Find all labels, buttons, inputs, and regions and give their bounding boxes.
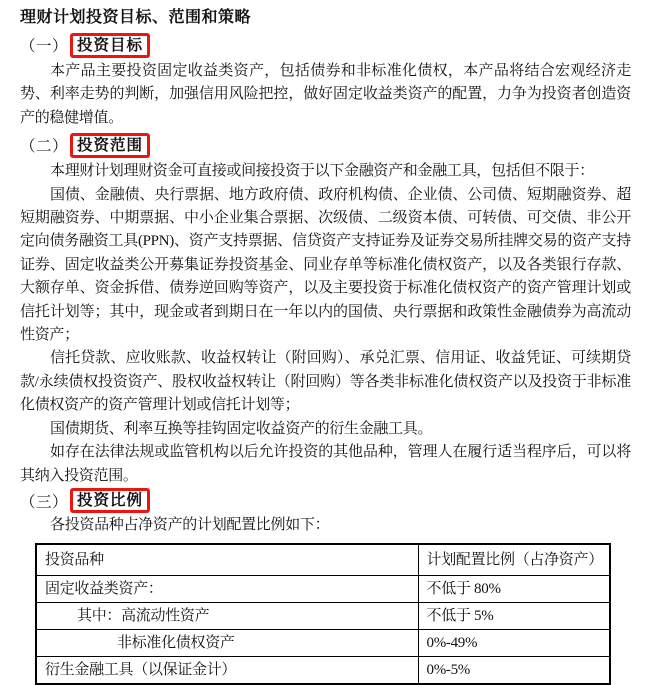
cell-item: 非标准化债权资产 xyxy=(36,630,418,657)
red-highlight-box xyxy=(70,133,150,158)
section-heading-investment-objective xyxy=(20,30,631,60)
table-row-high-liquidity xyxy=(36,603,610,630)
section-title: 投资范围 xyxy=(77,136,144,154)
allocation-table xyxy=(35,543,611,685)
paragraph-nonstandard-assets: 信托贷款、应收账款、收益权转让（附回购）、承兑汇票、信用证、收益凭证、可续期贷款/永续债权投资资产、股权收益权转让（附回购）等各类非标准化债权资产以及投资于非标准化债权资产的资产管理计划或信托计划等； xyxy=(20,350,631,414)
section-number: （三） xyxy=(20,493,69,511)
table-row-nonstandard-debt xyxy=(36,630,610,657)
paragraph-objective: 本产品主要投资固定收益类资产，包括债券和非标准化债权，本产品将结合宏观经济走势、利率走势的判断，加强信用风险把控，做好固定收益类资产的配置，力争为投资者创造资产的稳健增值。 xyxy=(20,63,631,126)
table-header-row xyxy=(36,544,610,576)
red-highlight-box xyxy=(70,33,150,58)
paragraph-ratio-intro: 各投资品种占净资产的计划配置比例如下： xyxy=(50,516,330,533)
red-highlight-box xyxy=(70,488,150,513)
paragraph-other-permitted: 如存在法律法规或监管机构以后允许投资的其他品种，管理人在履行适当程序后，可以将其纳入投资范围。 xyxy=(20,444,631,484)
cell-ratio: 0%-5% xyxy=(418,657,610,685)
section-title: 投资目标 xyxy=(77,36,144,54)
column-header-investment-type: 投资品种 xyxy=(36,544,418,576)
section-heading-investment-scope xyxy=(20,130,631,160)
section-number: （一） xyxy=(20,38,69,55)
cell-item: 固定收益类资产： xyxy=(36,576,418,603)
cell-ratio: 0%-49% xyxy=(418,630,610,657)
cell-item: 其中：高流动性资产 xyxy=(36,603,418,630)
table-row-fixed-income xyxy=(36,576,610,603)
section-heading-investment-ratio xyxy=(20,488,631,514)
paragraph-derivatives: 国债期货、利率互换等挂钩固定收益资产的衍生金融工具。 xyxy=(50,420,433,437)
column-header-allocation-ratio: 计划配置比例（占净资产） xyxy=(418,544,610,576)
page-title: 理财计划投资目标、范围和策略 xyxy=(20,9,252,26)
table-row-derivatives xyxy=(36,657,610,685)
section-title: 投资比例 xyxy=(77,492,144,510)
cell-ratio: 不低于 5% xyxy=(418,603,610,630)
paragraph-scope-intro: 本理财计划理财资金可直接或间接投资于以下金融资产和金融工具，包括但不限于： xyxy=(50,163,594,180)
cell-ratio: 不低于 80% xyxy=(418,576,610,603)
paragraph-standardized-assets: 国债、金融债、央行票据、地方政府债、政府机构债、企业债、公司债、短期融资券、超短期融资券、中期票据、中小企业集合票据、次级债、二级资本债、可转债、可交债、非公开定向债务融资工具(PPN)、资产支持票据、信贷资产支持证券及证券交易所挂牌交易的资产支持证券、固定收益类公开募集证券投资基金、同业存单等标准化债权资产，以及各类银行存款、大额存单、资金拆借、债券逆回购等资产，以及主要投资于标准化债权资产的资产管理计划或信托计划等；其中，现金或者到期日在一年以内的国债、央行票据和政策性金融债券为高流动性资产； xyxy=(20,186,631,344)
cell-item: 衍生金融工具（以保证金计） xyxy=(36,657,418,685)
section-number: （二） xyxy=(20,138,69,156)
